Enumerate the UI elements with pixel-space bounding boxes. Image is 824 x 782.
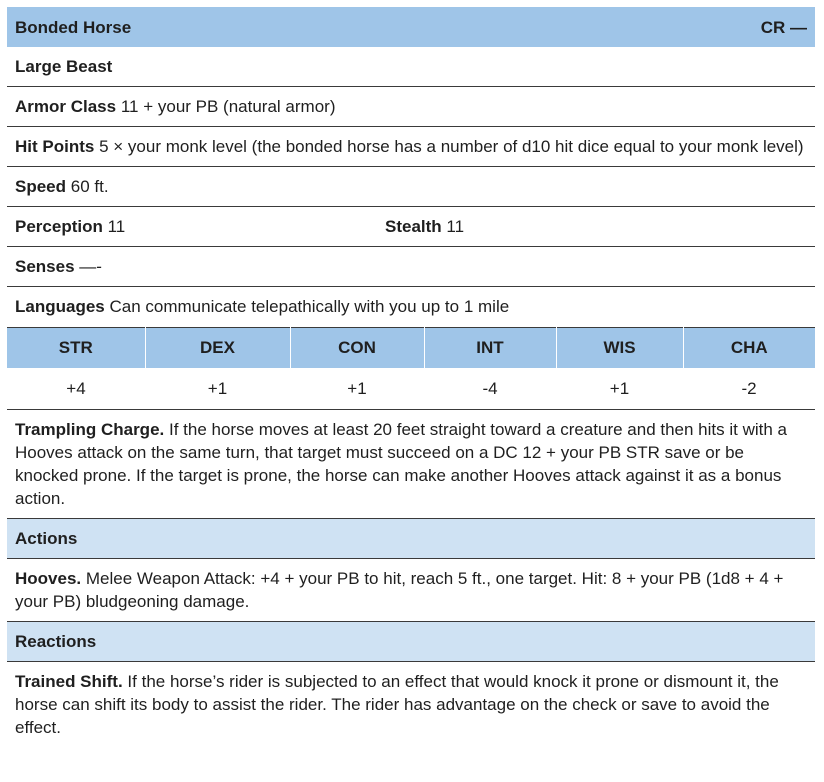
ability-modifier-row bbox=[7, 368, 815, 410]
action-hooves bbox=[7, 559, 815, 622]
languages-value: Can communicate telepathically with you up to 1 mile bbox=[109, 297, 510, 316]
ability-scores-table bbox=[7, 327, 815, 410]
ability-mod-cha: -2 bbox=[683, 368, 815, 410]
speed-label: Speed bbox=[15, 177, 67, 196]
ability-name-dex: DEX bbox=[145, 328, 290, 369]
reaction-name: Trained Shift. bbox=[15, 672, 123, 691]
ability-mod-dex: +1 bbox=[145, 368, 290, 410]
languages-label: Languages bbox=[15, 297, 105, 316]
ability-name-cha: CHA bbox=[683, 328, 815, 369]
armor-class-row bbox=[7, 87, 815, 127]
creature-type-row bbox=[7, 47, 815, 87]
hit-points-label: Hit Points bbox=[15, 137, 95, 156]
speed-value: 60 ft. bbox=[70, 177, 109, 196]
ability-name-wis: WIS bbox=[556, 328, 683, 369]
skill-value: 11 bbox=[107, 217, 126, 236]
ability-header-row bbox=[7, 328, 815, 369]
reactions-section-header bbox=[7, 622, 815, 662]
action-text: Melee Weapon Attack: +4 + your PB to hit, reach 5 ft., one target. Hit: 8 + your PB (1d8 + 4 + your PB) bludgeoning damage. bbox=[15, 569, 784, 611]
skills-row bbox=[7, 207, 815, 247]
ability-mod-wis: +1 bbox=[556, 368, 683, 410]
ability-name-int: INT bbox=[424, 328, 556, 369]
creature-name: Bonded Horse bbox=[15, 17, 132, 37]
ability-mod-con: +1 bbox=[290, 368, 424, 410]
ability-name-con: CON bbox=[290, 328, 424, 369]
stat-block bbox=[7, 7, 815, 748]
hit-points-value: 5 × your monk level (the bonded horse has a number of d10 hit dice equal to your monk level) bbox=[99, 137, 804, 156]
armor-class-label: Armor Class bbox=[15, 97, 117, 116]
languages-row bbox=[7, 287, 815, 327]
senses-label: Senses bbox=[15, 257, 75, 276]
armor-class-value: 11 + your PB (natural armor) bbox=[120, 97, 336, 116]
ability-name-str: STR bbox=[7, 328, 145, 369]
creature-type: Large Beast bbox=[15, 57, 113, 76]
stat-block-header bbox=[7, 7, 815, 47]
skill-label: Stealth bbox=[385, 217, 442, 236]
reactions-title: Reactions bbox=[15, 632, 97, 651]
hit-points-row bbox=[7, 127, 815, 167]
senses-row bbox=[7, 247, 815, 287]
speed-row bbox=[7, 167, 815, 207]
actions-section-header bbox=[7, 519, 815, 559]
reaction-trained-shift bbox=[7, 662, 815, 748]
reaction-text: If the horse’s rider is subjected to an effect that would knock it prone or dismount it, the horse can shift its body to assist the rider. The rider has advantage on the check or save to avoid the effect. bbox=[15, 672, 779, 737]
action-name: Hooves. bbox=[15, 569, 82, 588]
ability-mod-str: +4 bbox=[7, 368, 145, 410]
challenge-rating: CR — bbox=[760, 17, 807, 37]
skill-perception bbox=[15, 215, 385, 238]
trait-trampling-charge bbox=[7, 410, 815, 519]
actions-title: Actions bbox=[15, 529, 78, 548]
trait-text: If the horse moves at least 20 feet straight toward a creature and then hits it with a Hooves attack on the same turn, that target must succeed on a DC 12 + your PB STR save or be knocked prone. If the target is prone, the horse can make another Hooves attack against it as a bonus action. bbox=[15, 420, 787, 508]
trait-name: Trampling Charge. bbox=[15, 420, 165, 439]
skill-label: Perception bbox=[15, 217, 103, 236]
senses-value: —- bbox=[79, 257, 102, 276]
skill-value: 11 bbox=[446, 217, 465, 236]
skill-stealth bbox=[385, 215, 755, 238]
ability-mod-int: -4 bbox=[424, 368, 556, 410]
